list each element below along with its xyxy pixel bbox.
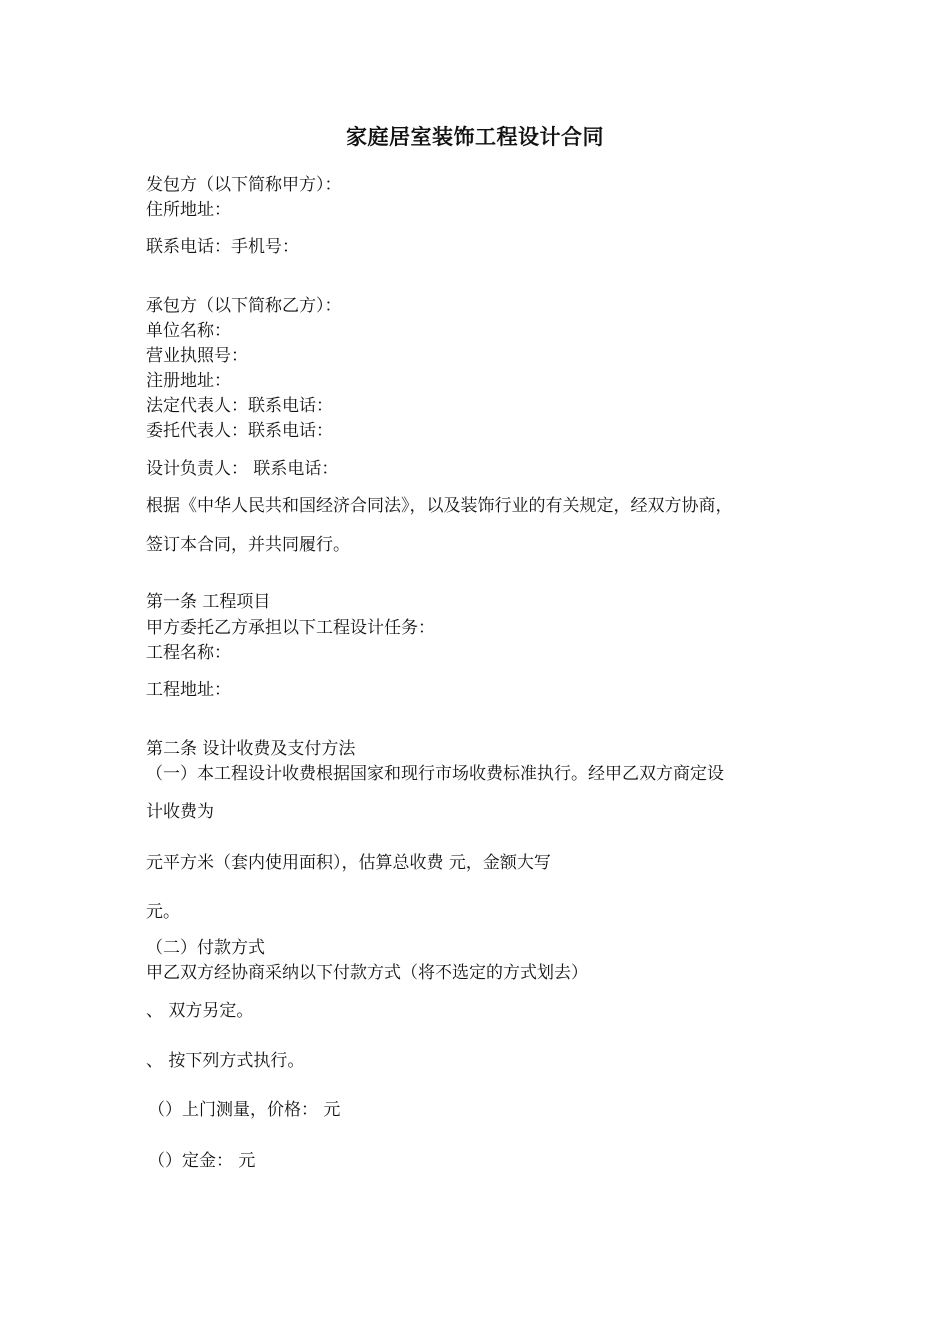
preamble-line-1: 根据《中华人民共和国经济合同法》，以及装饰行业的有关规定，经双方协商，: [146, 496, 733, 516]
party-b-agent: 委托代表人：联系电话：: [146, 421, 333, 441]
payment-option-1: 、 双方另定。: [146, 1001, 254, 1021]
party-b-label: 承包方（以下简称乙方）：: [146, 296, 342, 316]
payment-heading: （二）付款方式: [146, 938, 265, 958]
article-1-heading: 第一条 工程项目: [146, 592, 271, 612]
party-a-label: 发包方（以下简称甲方）：: [146, 175, 342, 195]
party-b-legal-rep: 法定代表人：联系电话：: [146, 396, 333, 416]
article-2-heading: 第二条 设计收费及支付方法: [146, 739, 356, 759]
payment-option-2: 、 按下列方式执行。: [146, 1051, 305, 1071]
article-1-text: 甲方委托乙方承担以下工程设计任务：: [146, 618, 435, 638]
fee-clause-line-1: （一）本工程设计收费根据国家和现行市场收费标准执行。经甲乙双方商定设: [146, 764, 724, 784]
party-b-license: 营业执照号：: [146, 346, 248, 366]
measure-fee: （）上门测量，价格： 元: [148, 1100, 341, 1120]
party-b-reg-address: 注册地址：: [146, 371, 231, 391]
project-address: 工程地址：: [146, 680, 231, 700]
party-a-phone: 联系电话：手机号：: [146, 237, 299, 257]
design-lead: 设计负责人： 联系电话：: [146, 459, 339, 479]
party-a-address: 住所地址：: [146, 200, 231, 220]
preamble-line-2: 签订本合同，并共同履行。: [146, 535, 350, 555]
deposit: （）定金： 元: [148, 1151, 256, 1171]
project-name: 工程名称：: [146, 643, 231, 663]
fee-clause-line-2: 计收费为: [146, 802, 214, 822]
fee-clause-line-3: 元平方米（套内使用面积），估算总收费 元，金额大写: [146, 853, 551, 873]
page-title: 家庭居室装饰工程设计合同: [346, 124, 604, 149]
fee-clause-line-4: 元。: [146, 902, 180, 922]
party-b-company: 单位名称：: [146, 321, 231, 341]
payment-intro: 甲乙双方经协商采纳以下付款方式（将不选定的方式划去）: [146, 963, 588, 983]
